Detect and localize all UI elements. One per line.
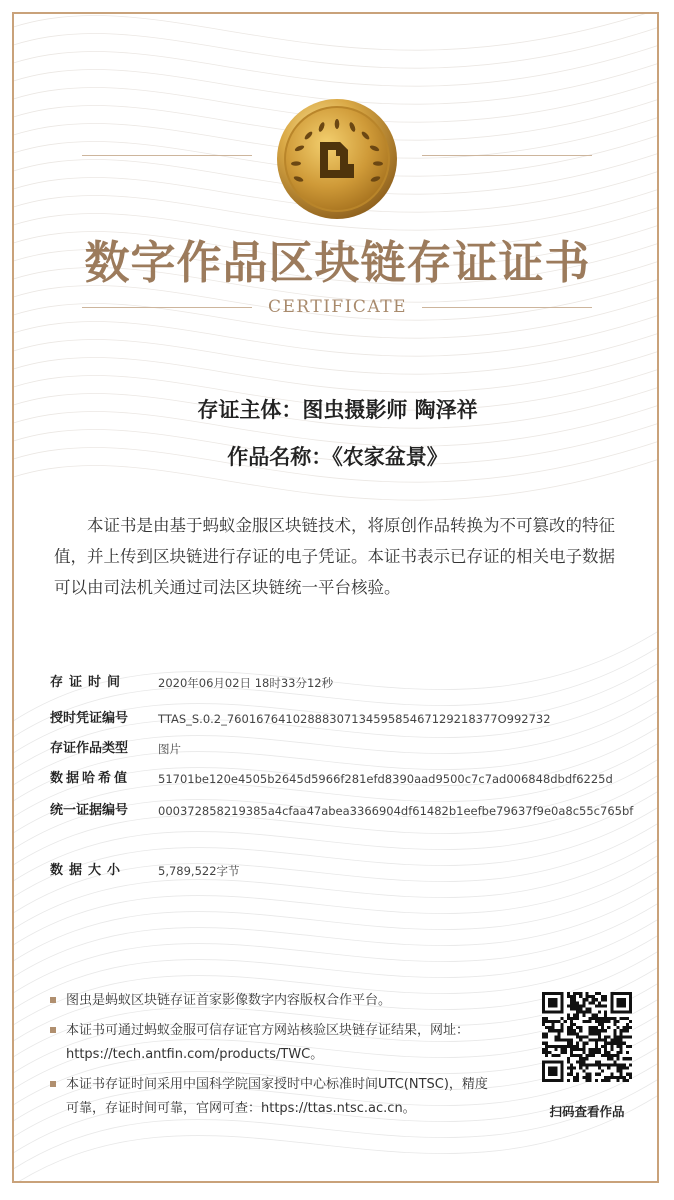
info-row-size bbox=[50, 860, 640, 890]
certificate-frame bbox=[12, 12, 659, 1183]
bullet-square-icon bbox=[50, 1081, 56, 1087]
note-item bbox=[50, 989, 500, 1013]
info-value: 图片 bbox=[158, 742, 181, 756]
qr-code-icon[interactable] bbox=[542, 992, 632, 1082]
note-text: 本证书可通过蚂蚁金服可信存证官方网站核验区块链存证结果，网址：https://tech.antfin.com/products/TWC。 bbox=[66, 1023, 470, 1062]
info-label: 存证作品类型 bbox=[50, 741, 129, 756]
info-value: TTAS_S.0.2_7601676410288830713459585467129218377O992732 bbox=[158, 712, 551, 726]
footer-notes bbox=[50, 989, 500, 1127]
info-value: 51701be120e4505b2645d5966f281efd8390aad9500c7c7ad006848dbdf6225d bbox=[158, 772, 613, 786]
note-text: 图虫是蚂蚁区块链存证首家影像数字内容版权合作平台。 bbox=[66, 993, 392, 1008]
info-label: 数据大小 bbox=[50, 863, 127, 878]
info-label: 授时凭证编号 bbox=[50, 711, 129, 726]
info-row-type bbox=[50, 738, 640, 768]
certificate-description: 本证书是由基于蚂蚁金服区块链技术，将原创作品转换为不可篡改的特征值，并上传到区块链进行存证的电子凭证。本证书表示已存证的相关电子数据可以由司法机关通过司法区块链统一平台核验。 bbox=[54, 516, 615, 597]
bullet-square-icon bbox=[50, 1027, 56, 1033]
info-label: 统一证据编号 bbox=[50, 803, 129, 818]
note-text: 本证书存证时间采用中国科学院国家授时中心标准时间UTC(NTSC)，精度可靠，存证时间可靠，官网可查：https://ttas.ntsc.ac.cn。 bbox=[66, 1077, 488, 1116]
work-name: 作品名称：《农家盆景》 bbox=[227, 445, 448, 469]
certificate-title: 数字作品区块链存证证书 bbox=[84, 236, 591, 289]
subject-holder: 存证主体：图虫摄影师 陶泽祥 bbox=[197, 398, 478, 422]
info-label: 存证时间 bbox=[50, 675, 127, 690]
decor-line-right-top bbox=[422, 155, 592, 156]
info-row-time bbox=[50, 672, 640, 708]
info-value: 000372858219385a4cfaa47abea3366904df61482b1eefbe79637f9e0a8c55c765bf bbox=[158, 804, 634, 818]
note-item bbox=[50, 1073, 500, 1121]
decor-line-left-top bbox=[82, 155, 252, 156]
qr-caption: 扫码查看作品 bbox=[549, 1104, 625, 1119]
note-item bbox=[50, 1019, 500, 1067]
info-row-timestamp-id bbox=[50, 708, 640, 738]
info-row-hash bbox=[50, 768, 640, 800]
info-label: 数据哈希值 bbox=[50, 771, 131, 786]
certificate-subtitle: CERTIFICATE bbox=[267, 297, 408, 317]
gold-medal-icon bbox=[276, 98, 398, 220]
info-value: 5,789,522字节 bbox=[158, 864, 240, 878]
bullet-square-icon bbox=[50, 997, 56, 1003]
info-value: 2020年06月02日 18时33分12秒 bbox=[158, 676, 334, 690]
info-table bbox=[50, 672, 640, 890]
info-row-evidence-id bbox=[50, 800, 640, 860]
